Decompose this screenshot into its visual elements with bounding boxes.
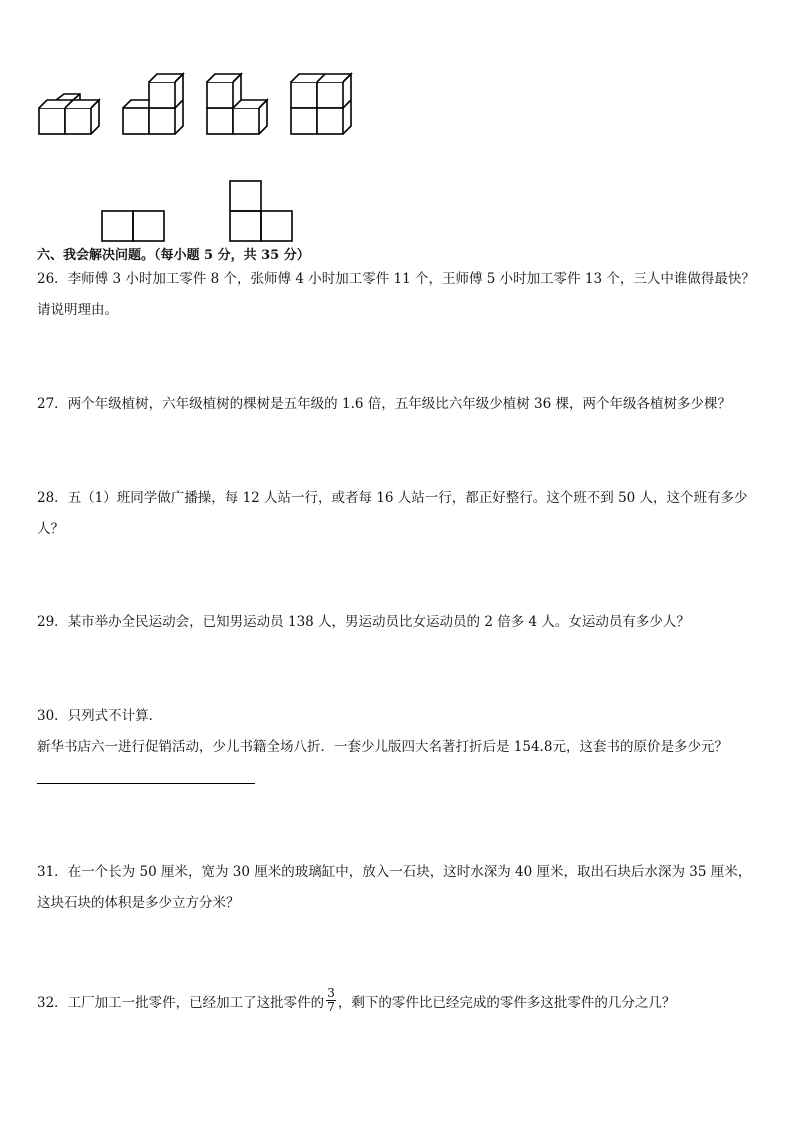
question-31 <box>37 862 751 882</box>
question-number: 27． <box>37 396 68 412</box>
question-number: 28． <box>37 490 68 506</box>
question-30 <box>37 706 162 726</box>
question-number: 32． <box>37 995 68 1011</box>
question-number: 29． <box>37 614 68 630</box>
question-30-line-2: 新华书店六一进行促销活动，少儿书籍全场八折．一套少儿版四大名著打折后是 154.8元，这套书的原价是多少元？ <box>37 739 728 755</box>
figure-4-cubes <box>291 74 351 134</box>
question-number: 30． <box>37 708 68 724</box>
question-number: 31． <box>37 864 68 880</box>
question-text: 只列式不计算． <box>67 708 163 724</box>
question-text: 某市举办全民运动会，已知男运动员 138 人，男运动员比女运动员的 2 倍多 4 人。女运动员有多少人？ <box>67 614 690 630</box>
question-27 <box>37 394 731 414</box>
question-26-line-2: 请说明理由。 <box>37 302 118 318</box>
question-text: 两个年级植树，六年级植树的棵树是五年级的 1.6 倍，五年级比六年级少植树 36 棵，两个年级各植树多少棵？ <box>67 396 731 412</box>
view-drawing-2 <box>230 181 292 241</box>
question-29 <box>37 612 690 632</box>
cube-figures <box>0 0 794 260</box>
question-31-line-2: 这块石块的体积是多少立方分米？ <box>37 895 240 911</box>
fraction-denominator: 7 <box>327 1000 335 1014</box>
section-title: 六、我会解决问题。（每小题 5 分，共 35 分） <box>37 248 310 263</box>
figure-2-cubes <box>123 74 183 134</box>
view-drawing-1 <box>102 211 164 241</box>
question-32 <box>37 986 676 1017</box>
question-text: 五（1）班同学做广播操，每 12 人站一行，或者每 16 人站一行，都正好整行。这个班不到 50 人，这个班有多少 <box>67 490 748 506</box>
figure-3-cubes <box>207 74 267 134</box>
question-text: 李师傅 3 小时加工零件 8 个，张师傅 4 小时加工零件 11 个，王师傅 5 小时加工零件 13 个，三人中谁做得最快？ <box>67 271 755 287</box>
fraction <box>326 987 336 1014</box>
question-26 <box>37 269 755 289</box>
fraction-numerator: 3 <box>327 986 335 1000</box>
answer-line <box>37 783 255 784</box>
question-text-before: 工厂加工一批零件，已经加工了这批零件的 <box>67 995 325 1011</box>
question-28-line-2: 人？ <box>37 521 64 537</box>
question-text-after: ，剩下的零件比已经完成的零件多这批零件的几分之几？ <box>337 995 676 1011</box>
figure-1-cubes <box>39 94 99 134</box>
question-number: 26． <box>37 271 68 287</box>
question-text: 在一个长为 50 厘米，宽为 30 厘米的玻璃缸中，放入一石块，这时水深为 40 厘米，取出石块后水深为 35 厘米， <box>67 864 752 880</box>
question-28 <box>37 488 748 508</box>
